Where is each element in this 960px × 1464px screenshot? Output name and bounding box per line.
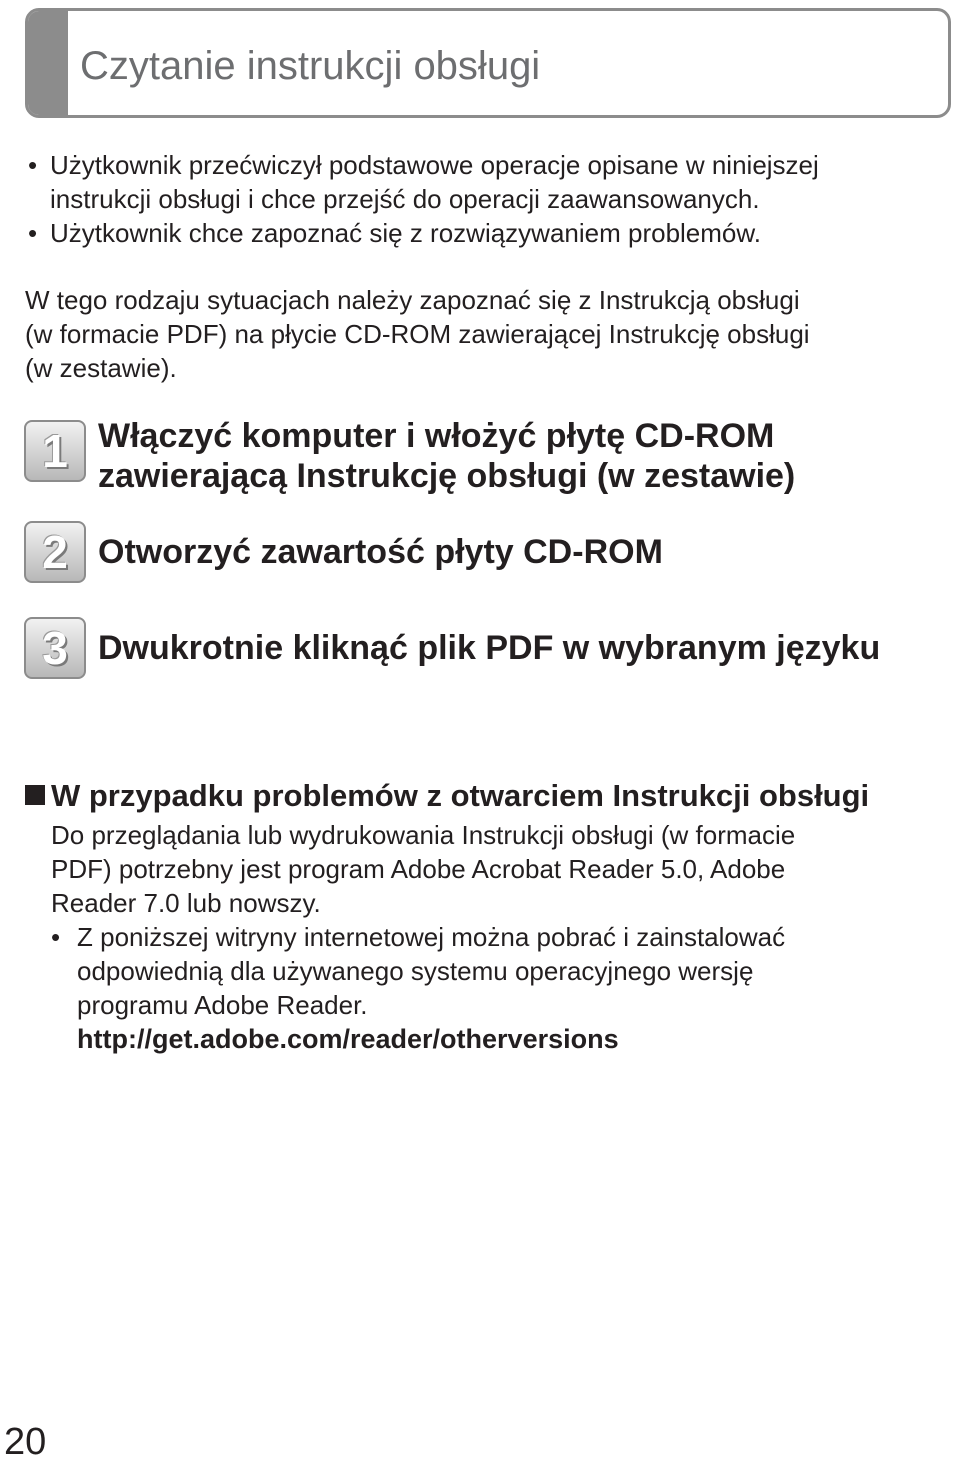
step-text <box>98 628 880 668</box>
step-number-badge: 1 <box>24 420 86 482</box>
paragraph-line: (w zestawie). <box>25 353 177 383</box>
step-text-line: Włączyć komputer i włożyć płytę CD-ROM <box>98 417 775 455</box>
bullet-text-line: odpowiednią dla używanego systemu operacyjnego wersję <box>77 956 754 986</box>
problems-heading-text: W przypadku problemów z otwarciem Instrukcji obsługi <box>51 778 870 813</box>
step-text-line: Otworzyć zawartość płyty CD-ROM <box>98 533 663 571</box>
bullet-marker: • <box>51 922 61 952</box>
step-number-badge: 3 <box>24 617 86 679</box>
step-number-badge: 2 <box>24 521 86 583</box>
bullet-text-line: Użytkownik chce zapoznać się z rozwiązywaniem problemów. <box>50 218 761 248</box>
paragraph-line: (w formacie PDF) na płycie CD-ROM zawierającej Instrukcję obsługi <box>25 319 810 349</box>
step-text-line: Dwukrotnie kliknąć plik PDF w wybranym języku <box>98 629 881 667</box>
bullet-text-line: programu Adobe Reader. <box>77 990 368 1020</box>
title-box <box>25 8 951 118</box>
intro-bullet-item <box>28 148 938 216</box>
problems-heading <box>25 776 945 816</box>
bullet-marker: • <box>28 218 38 248</box>
download-bullet-item <box>51 920 945 1056</box>
page-number: 20 <box>4 1421 47 1463</box>
square-bullet-icon <box>25 785 45 805</box>
step-text-line: zawierającą Instrukcję obsługi (w zestawie) <box>98 457 796 495</box>
bullet-text-line: instrukcji obsługi i chce przejść do operacji zaawansowanych. <box>50 184 760 214</box>
page-title: Czytanie instrukcji obsługi <box>80 44 541 88</box>
intro-bullet-item <box>28 216 938 250</box>
problems-body-line: Do przeglądania lub wydrukowania Instrukcji obsługi (w formacie <box>51 820 796 850</box>
problems-body-line: PDF) potrzebny jest program Adobe Acrobat Reader 5.0, Adobe <box>51 854 786 884</box>
paragraph-line: W tego rodzaju sytuacjach należy zapoznać się z Instrukcją obsługi <box>25 285 800 315</box>
problems-body-line: Reader 7.0 lub nowszy. <box>51 888 321 918</box>
title-accent-bar <box>28 11 68 115</box>
problems-section <box>25 776 945 1056</box>
bullet-text-line: Użytkownik przećwiczył podstawowe operacje opisane w niniejszej <box>50 150 819 180</box>
adobe-download-url[interactable]: http://get.adobe.com/reader/otherversions <box>77 1024 619 1054</box>
step-text <box>98 416 795 496</box>
step-text <box>98 532 663 572</box>
problems-body <box>51 818 945 920</box>
intro-bullet-list <box>28 148 938 250</box>
intro-paragraph <box>25 283 935 385</box>
bullet-marker: • <box>28 150 38 180</box>
bullet-text-line: Z poniższej witryny internetowej można pobrać i zainstalować <box>77 922 786 952</box>
